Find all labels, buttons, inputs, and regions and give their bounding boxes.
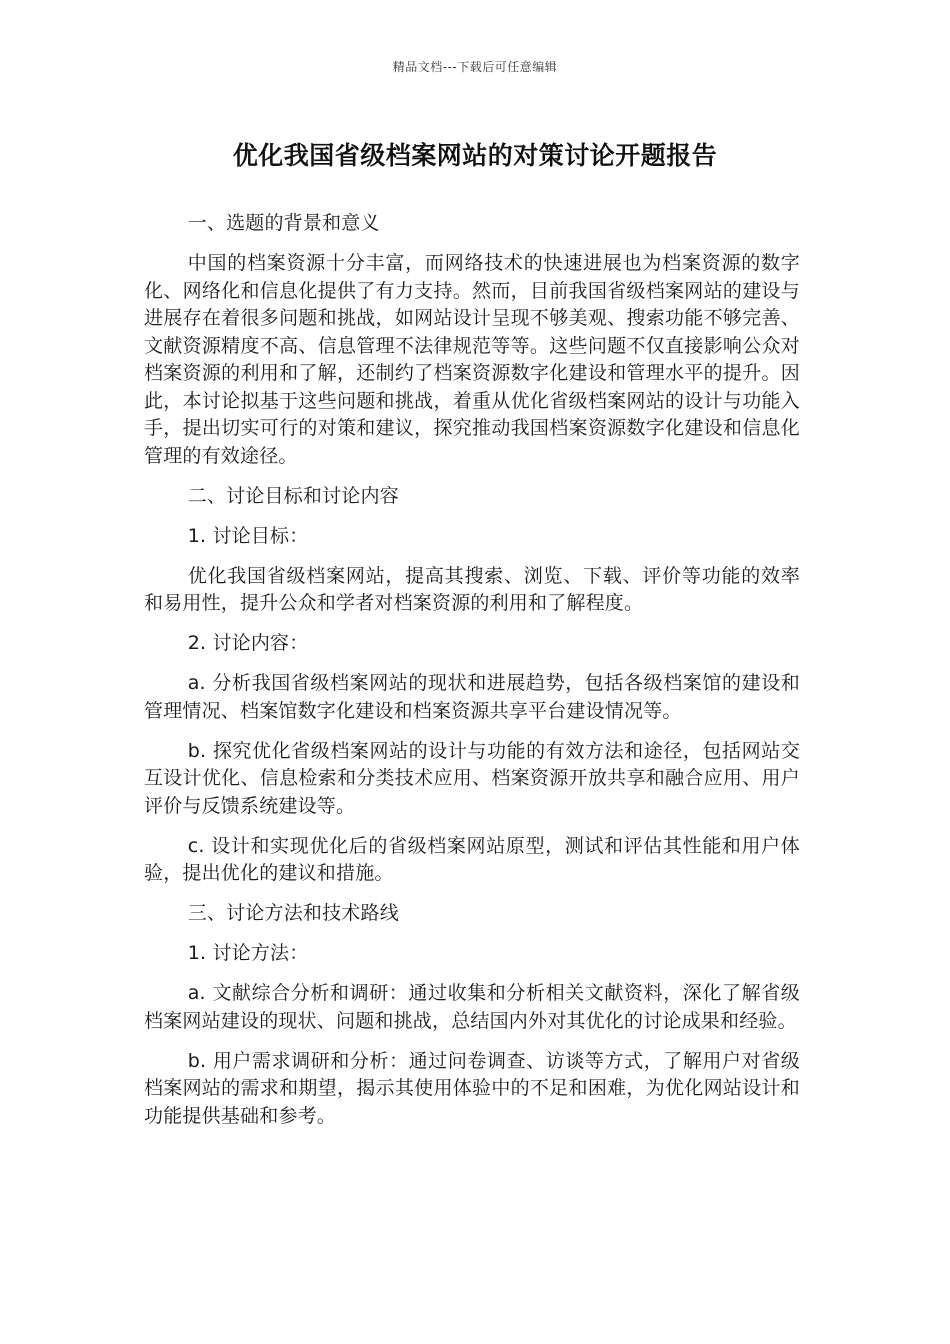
paragraph-content-a: a. 分析我国省级档案网站的现状和进展趋势，包括各级档案馆的建设和管理情况、档案馆数字化建设和档案资源共享平台建设情况等。 <box>144 672 800 722</box>
section-heading-goals-content: 二、讨论目标和讨论内容 <box>187 484 399 507</box>
paragraph-content-b: b. 探究优化省级档案网站的设计与功能的有效方法和途径，包括网站交互设计优化、信息检索和分类技术应用、档案资源开放共享和融合应用、用户评价与反馈系统建设等。 <box>144 739 800 817</box>
paragraph-content-c: c. 设计和实现优化后的省级档案网站原型，测试和评估其性能和用户体验，提出优化的建议和措施。 <box>144 834 800 884</box>
subheading-methods: 1. 讨论方法： <box>187 942 309 964</box>
paragraph-goals: 优化我国省级档案网站，提高其搜索、浏览、下载、评价等功能的效率和易用性，提升公众和学者对档案资源的利用和了解程度。 <box>144 564 800 614</box>
header-note: 精品文档---下载后可任意编辑 <box>392 60 558 74</box>
section-heading-methods: 三、讨论方法和技术路线 <box>187 902 399 924</box>
paragraph-methods-a: a. 文献综合分析和调研：通过收集和分析相关文献资料，深化了解省级档案网站建设的现状、问题和挑战，总结国内外对其优化的讨论成果和经验。 <box>144 982 800 1032</box>
document-body <box>144 210 800 1143</box>
paragraph-background: 中国的档案资源十分丰富，而网络技术的快速进展也为档案资源的数字化、网络化和信息化提供了有力支持。然而，目前我国省级档案网站的建设与进展存在着很多问题和挑战，如网站设计呈现不够美观、搜索功能不够完善、文献资源精度不高、信息管理不法律规范等等。这些问题不仅直接影响公众对档案资源的利用和了解，还制约了档案资源数字化建设和管理水平的提升。因此，本讨论拟基于这些问题和挑战，着重从优化省级档案网站的设计与功能入手，提出切实可行的对策和建议，探究推动我国档案资源数字化建设和信息化管理的有效途径。 <box>144 252 800 467</box>
subheading-content: 2. 讨论内容： <box>187 632 309 654</box>
paragraph-methods-b: b. 用户需求调研和分析：通过问卷调查、访谈等方式，了解用户对省级档案网站的需求和期望，揭示其使用体验中的不足和困难，为优化网站设计和功能提供基础和参考。 <box>144 1049 800 1127</box>
section-heading-background: 一、选题的背景和意义 <box>187 212 380 234</box>
page-title: 优化我国省级档案网站的对策讨论开题报告 <box>232 141 718 170</box>
subheading-goals: 1. 讨论目标： <box>187 524 309 547</box>
